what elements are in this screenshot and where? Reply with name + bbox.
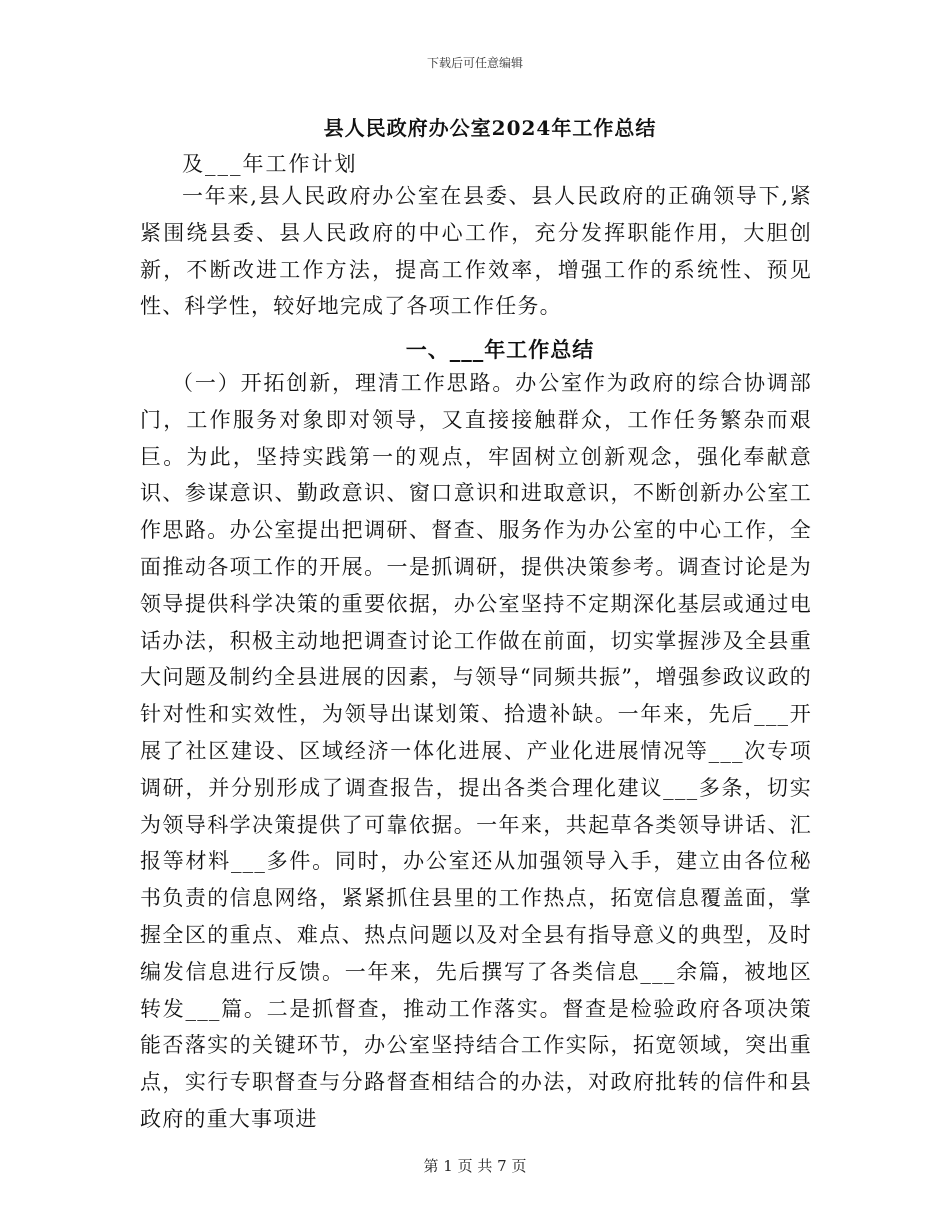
document-title: 县人民政府办公室2024年工作总结: [323, 116, 657, 140]
header-editable-note: 下载后可任意编辑: [426, 56, 523, 70]
document-subtitle: 及___年工作计划: [182, 152, 358, 176]
section-paragraph: （一）开拓创新，理清工作思路。办公室作为政府的综合协调部门，工作服务对象即对领导，又直接接触群众，工作任务繁杂而艰巨。为此，坚持实践第一的观点，牢固树立创新观念，强化奉献意识、参谋意识、勤政意识、窗口意识和进取意识，不断创新办公室工作思路。办公室提出把调研、督查、服务作为办公室的中心工作，全面推动各项工作的开展。一是抓调研，提供决策参考。调查讨论是为领导提供科学决策的重要依据，办公室坚持不定期深化基层或通过电话办法，积极主动地把调查讨论工作做在前面，切实掌握涉及全县重大问题及制约全县进展的因素，与领导“同频共振”，增强参政议政的针对性和实效性，为领导出谋划策、拾遗补缺。一年来，先后___开展了社区建设、区域经济一体化进展、产业化进展情况等___次专项调研，并分别形成了调查报告，提出各类合理化建议___多条，切实为领导科学决策提供了可靠依据。一年来，共起草各类领导讲话、汇报等材料___多件。同时，办公室还从加强领导入手，建立由各位秘书负责的信息网络，紧紧抓住县里的工作热点，拓宽信息覆盖面，掌握全区的重点、难点、热点问题以及对全县有指导意义的典型，及时编发信息进行反馈。一年来，先后撰写了各类信息___余篇，被地区转发___篇。二是抓督查，推动工作落实。督查是检验政府各项决策能否落实的关键环节，办公室坚持结合工作实际，拓宽领域，突出重点，实行专职督查与分路督查相结合的办法，对政府批转的信件和县政府的重大事项进: [140, 371, 812, 1131]
intro-paragraph: 一年来,县人民政府办公室在县委、县人民政府的正确领导下,紧紧围绕县委、县人民政府的中心工作，充分发挥职能作用，大胆创新，不断改进工作方法，提高工作效率，增强工作的系统性、预见性、科学性，较好地完成了各项工作任务。: [140, 184, 812, 319]
page-number-footer: 第 1 页 共 7 页: [423, 1157, 527, 1175]
section-heading: 一、___年工作总结: [405, 337, 595, 362]
